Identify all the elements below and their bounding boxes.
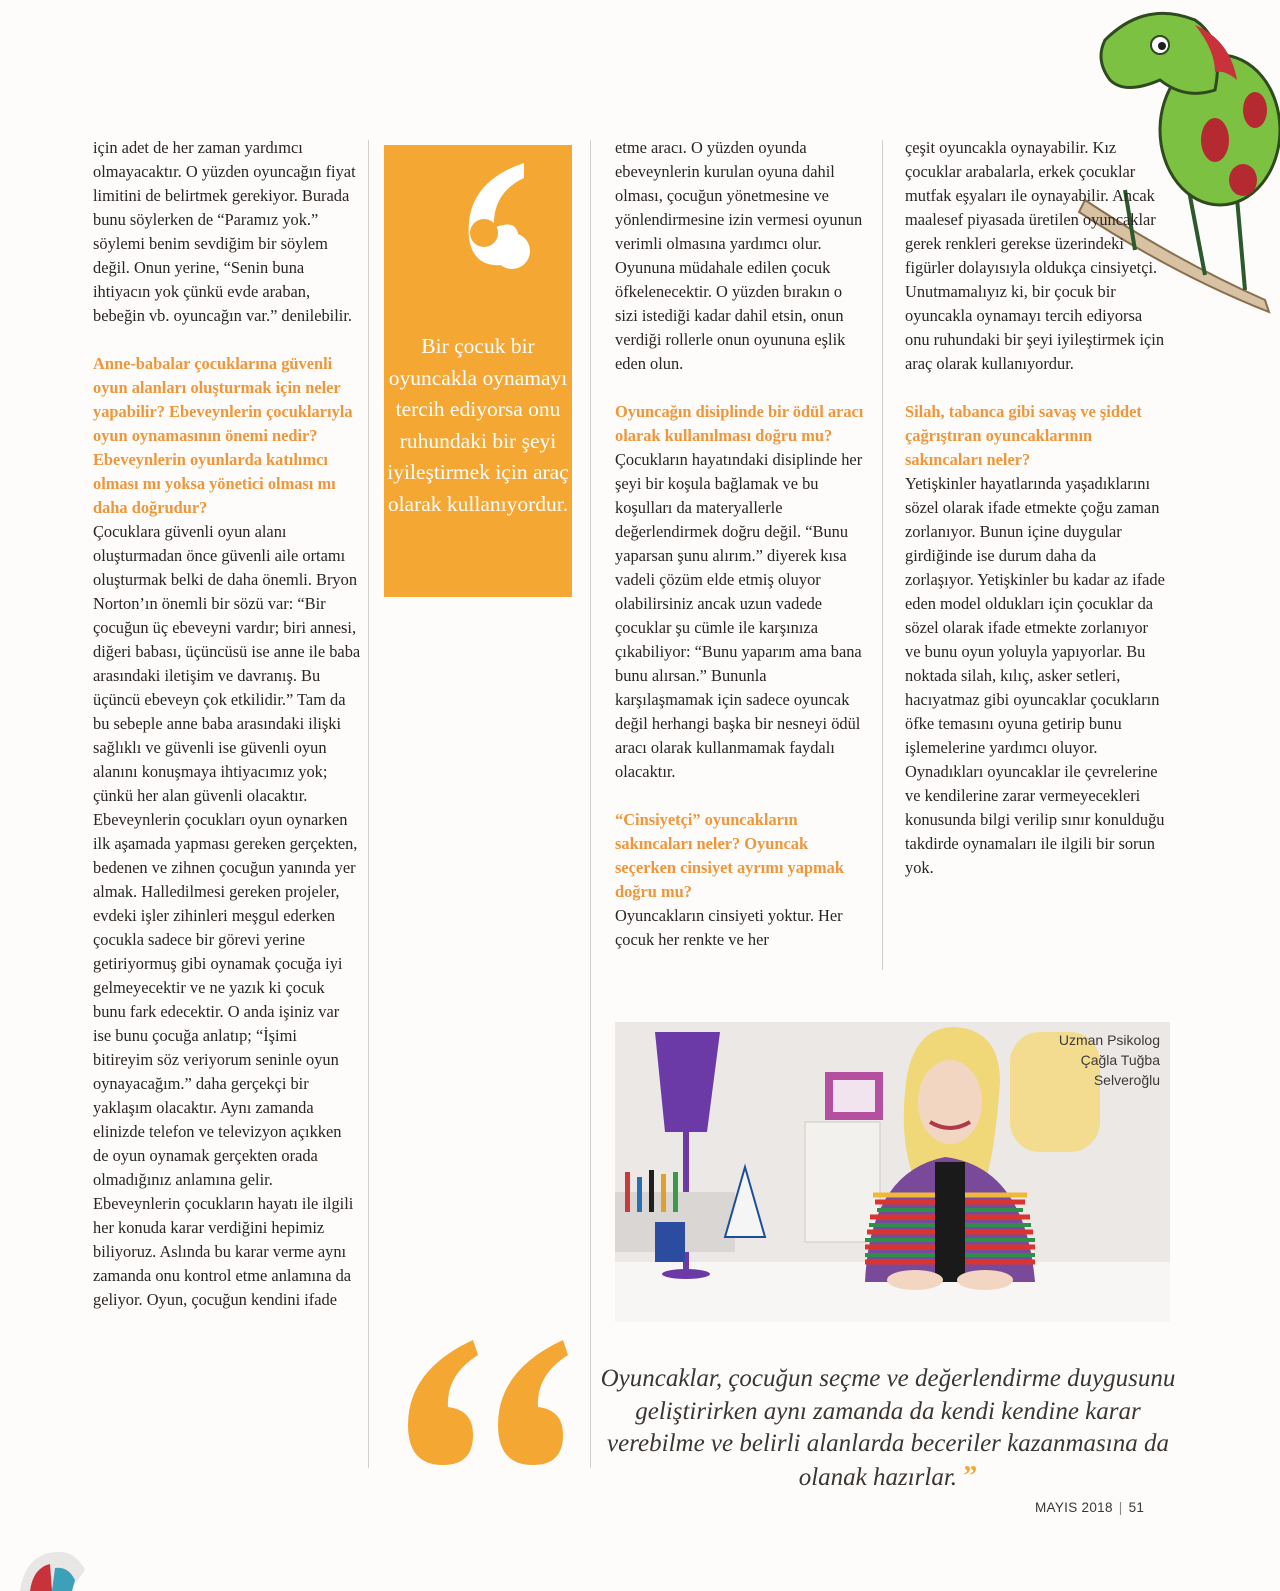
pull-quote-text: Bir çocuk bir oyuncakla oynamayı tercih ediyorsa onu ruhundaki bir şeyi iyileştirmek için araç olarak kullanıyordur. xyxy=(387,334,569,516)
body-paragraph: çeşit oyuncakla oynayabilir. Kız çocuklar arabalarla, erkek çocuklar mutfak eşyaları ile oynayabilir. Ancak maalesef piyasada üretilen oyuncaklar gerek renkleri gerekse üzerindeki figürler dolayısıyla oldukça cinsiyetçi. Unutmamalıyız ki, bir çocuk bir oyuncakla oynamayı tercih ediyorsa onu ruhundaki bir şeyi iyileştirmek için araç olarak kullanıyordur. xyxy=(905,138,1165,373)
article-column-1 xyxy=(93,136,361,1312)
pull-quote-box xyxy=(384,145,572,597)
close-quote-mark: ” xyxy=(963,1460,978,1492)
article-column-4 xyxy=(905,136,1167,880)
body-paragraph: etme aracı. O yüzden oyunda ebeveynlerin kurulan oyuna dahil olması, çocuğun yönetmesine ve yönlendirmesine izin vermesi oyunun verimli olmasına yardımcı olur. Oyununa müdahale edilen çocuk öfkelenecektir. O yüzden bırakın o sizi istediği kadar dahil etsin, onun verdiği rollerle onun oyununa eşlik eden olun. xyxy=(615,138,863,373)
page-number: 51 xyxy=(1128,1500,1145,1515)
corner-decoration xyxy=(0,1530,90,1591)
credit-name: Çağla Tuğba xyxy=(1080,1052,1160,1068)
large-open-quote-icon xyxy=(398,1335,578,1475)
footer-separator: | xyxy=(1118,1500,1123,1515)
body-paragraph: Çocukların hayatındaki disiplinde her şeyi bir koşula bağlamak ve bu koşulları da materyallerle değerlendirmek doğru değil. “Bunu yaparsan şunu alırım.” diyerek kısa vadeli çözüm elde etmiş oluyor olabilirsiniz ancak uzun vadede çocuklar şu cümle ile karşınıza çıkabiliyor: “Bunu yaparım ama bana bunu alırsan.” Bununla karşılaşmamak için sadece oyuncak değil herhangi başka bir nesneyi ödül aracı olarak kullanmamak faydalı olacaktır. xyxy=(615,450,863,781)
open-quote-icon xyxy=(424,153,544,303)
page-footer xyxy=(1035,1500,1144,1515)
body-paragraph: Ebeveynlerin çocukları oyun oynarken ilk aşamada yapması gereken gerçekten, bedenen ve zihnen çocuğun yanında yer almak. Halledilmesi gereken projeler, evdeki işler zihinleri meşgul ederken çocukla sadece bir görevi yerine getiriyormuş gibi oynamak çocuğa iyi gelmeyecektir ve ne yazık ki çocuk bunu fark edecektir. O anda işiniz var ise bunu çocuğa anlatıp; “İşimi bitireyim söz veriyorum seninle oyun oynayacağım.” daha gerçekçi bir yaklaşım olacaktır. Aynı zamanda elinizde telefon ve televizyon açıkken de oyun oynamak gerçekten orada olmadığınız anlamına gelir. Ebeveynlerin çocukların hayatı ile ilgili her konuda karar verdiğini hepimiz biliyoruz. Aslında bu karar verme aynı zamanda onu kontrol etme anlamına da geliyor. Oyun, çocuğun kendini ifade xyxy=(93,810,358,1309)
section-heading: Silah, tabanca gibi savaş ve şiddet çağrıştıran oyuncaklarının sakıncaları neler? xyxy=(905,402,1142,469)
article-column-3 xyxy=(615,136,867,952)
photo-credit xyxy=(990,1030,1160,1090)
credit-title: Uzman Psikolog xyxy=(1058,1032,1160,1048)
body-paragraph: Oyuncakların cinsiyeti yoktur. Her çocuk her renkte ve her xyxy=(615,906,843,949)
section-heading: “Cinsiyetçi” oyuncakların sakıncaları neler? Oyuncak seçerken cinsiyet ayrımı yapmak doğru mu? xyxy=(615,810,844,901)
column-divider xyxy=(368,140,369,1468)
section-heading: Anne-babalar çocuklarına güvenli oyun alanları oluşturmak için neler yapabilir? Ebeveynlerin çocuklarıyla oyun oynamasının önemi nedir? Ebeveynlerin oyunlarda katılımcı olması mı yoksa yönetici olması mı daha doğrudur? xyxy=(93,354,353,517)
highlight-quote xyxy=(598,1363,1178,1494)
column-divider xyxy=(590,140,591,1468)
issue-date: MAYIS 2018 xyxy=(1035,1500,1113,1515)
highlight-quote-text: Oyuncaklar, çocuğun seçme ve değerlendirme duygusunu geliştirirken aynı zamanda da kendi kendine karar verebilme ve belirli alanlarda beceriler kazanmasına da olanak hazırlar. xyxy=(600,1365,1176,1491)
column-divider xyxy=(882,140,883,970)
credit-surname: Selveroğlu xyxy=(1093,1072,1160,1088)
body-paragraph: Çocuklara güvenli oyun alanı oluşturmadan önce güvenli aile ortamı oluşturmak belki de daha önemli. Bryon Norton’ın önemli bir sözü var: “Bir çocuğun üç ebeveyni vardır; biri annesi, diğeri babası, üçüncüsü ise anne ile baba arasındaki iletişim ve davranış. Bu üçüncü ebeveyn çok etkilidir.” Tam da bu sebeple anne baba arasındaki ilişki sağlıklı ve güvenli ise güvenli oyun alanını konuşmaya ihtiyacımız yok; çünkü her alan güvenli olacaktır. xyxy=(93,522,361,805)
section-heading: Oyuncağın disiplinde bir ödül aracı olarak kullanılması doğru mu? xyxy=(615,402,864,445)
body-paragraph: için adet de her zaman yardımcı olmayacaktır. O yüzden oyuncağın fiyat limitini de belirtmek gerekiyor. Burada bunu söylerken de “Paramız yok.” söylemi benim sevdiğim bir söylem değil. Onun yerine, “Senin buna ihtiyacın yok çünkü evde araban, bebeğin vb. oyuncağın var.” denilebilir. xyxy=(93,138,356,325)
body-paragraph: Yetişkinler hayatlarında yaşadıklarını sözel olarak ifade etmekte çoğu zaman zorlanıyor. Bunun içine duygular girdiğinde ise durum daha da zorlaşıyor. Yetişkinler bu kadar az ifade eden model oldukları için çocuklar da sözel olarak ifade etmekte zorlanıyor ve bunu oyun yoluyla yapıyorlar. Bu noktada silah, kılıç, asker setleri, hacıyatmaz gibi oyuncaklar çocukların öfke temasını oyuna getirip bunu işlemelerine yardımcı oluyor. Oynadıkları oyuncaklar ile çevrelerine ve kendilerine zarar vermeyecekleri konusunda bilgi verilip sınır konulduğu takdirde oynamaları ile ilgili bir sorun yok. xyxy=(905,474,1165,877)
